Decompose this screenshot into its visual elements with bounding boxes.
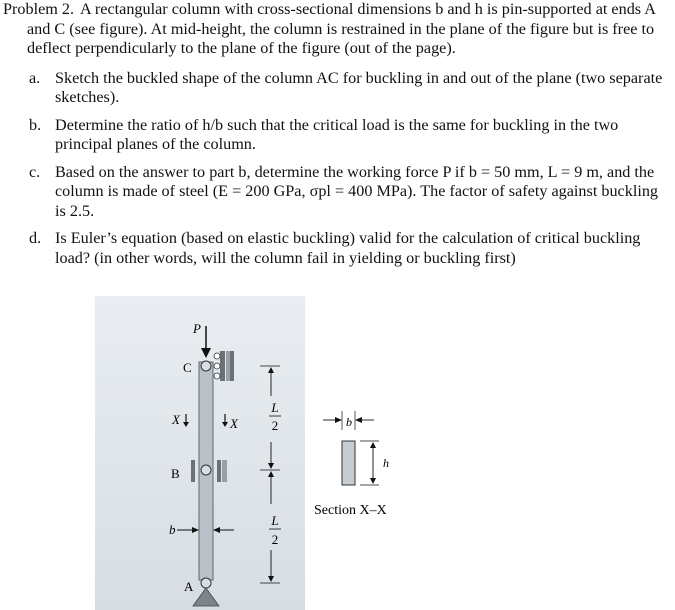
b-arrowhead-left bbox=[192, 527, 199, 533]
b-left-label: b bbox=[169, 522, 176, 537]
section-x-right-arrowhead bbox=[222, 422, 228, 427]
part-c bbox=[3, 163, 671, 222]
load-arrow-head bbox=[201, 348, 211, 358]
dim-arrowhead bbox=[268, 463, 274, 469]
lower-length-denominator: 2 bbox=[271, 532, 279, 547]
cross-section bbox=[342, 441, 355, 485]
figure-drawing bbox=[95, 296, 675, 610]
restraint-right bbox=[217, 460, 221, 482]
section-x-left-arrowhead bbox=[183, 422, 189, 427]
pin-b bbox=[201, 465, 211, 475]
section-x-right: X bbox=[230, 416, 238, 431]
dim-arrowhead bbox=[268, 367, 274, 373]
section-h-label: h bbox=[383, 456, 389, 470]
section-b-arrowhead-right bbox=[355, 417, 362, 423]
point-b-label: B bbox=[171, 466, 180, 481]
point-a-label: A bbox=[184, 579, 194, 594]
column-figure bbox=[95, 296, 675, 610]
pin-a bbox=[201, 578, 211, 588]
part-text: Is Euler’s equation (based on elastic buckling) valid for the calculation of critical buckling load? (in other words, will the column fail in yielding or buckling first) bbox=[55, 229, 641, 267]
part-label: a. bbox=[29, 68, 41, 87]
b-arrowhead-right bbox=[213, 527, 220, 533]
problem-statement bbox=[3, 0, 671, 276]
upper-length-numerator: L bbox=[271, 400, 279, 415]
roller bbox=[214, 353, 220, 359]
roller-plate bbox=[220, 351, 225, 381]
part-text: Sketch the buckled shape of the column AC for buckling in and out of the plane (two separate sketches). bbox=[55, 68, 663, 106]
part-label: b. bbox=[29, 115, 42, 134]
roller-wall bbox=[230, 351, 234, 381]
roller-wall bbox=[226, 351, 230, 381]
restraint-left bbox=[191, 460, 195, 482]
part-b bbox=[3, 116, 671, 155]
section-h-arrowhead bbox=[370, 478, 376, 484]
restraint-wall bbox=[222, 460, 227, 482]
upper-length-denominator: 2 bbox=[271, 418, 279, 433]
part-label: d. bbox=[29, 229, 42, 247]
pin-support bbox=[193, 588, 219, 606]
section-x-left: X bbox=[172, 412, 180, 427]
dim-arrowhead bbox=[268, 576, 274, 582]
problem-intro bbox=[3, 0, 671, 59]
part-label: c. bbox=[29, 162, 41, 181]
point-c-label: C bbox=[183, 360, 192, 375]
load-label: P bbox=[193, 321, 201, 336]
section-caption: Section X–X bbox=[314, 503, 387, 518]
section-b-label: b bbox=[346, 415, 352, 429]
roller bbox=[214, 373, 220, 379]
part-a bbox=[3, 69, 671, 108]
parts-list bbox=[3, 69, 671, 269]
dim-arrowhead bbox=[268, 471, 274, 477]
problem-intro-text: A rectangular column with cross-sectional dimensions b and h is pin-supported at ends A and C (see figure). At mid-height, the column is restrained in the plane of the figure but is free to deflect perpendicularly to the plane of the figure (out of the page). bbox=[27, 0, 656, 57]
section-b-arrowhead-left bbox=[335, 417, 342, 423]
part-d bbox=[3, 229, 671, 268]
part-text: Based on the answer to part b, determine the working force P if b = 50 mm, L = 9 m, and the column is made of steel (E = 200 GPa, σpl = 400 MPa). The factor of safety against buckling is 2.5. bbox=[55, 162, 659, 220]
problem-heading: Problem 2. bbox=[3, 0, 75, 18]
part-text: Determine the ratio of h/b such that the critical load is the same for buckling in the two principal planes of the column. bbox=[55, 115, 619, 153]
pin-c bbox=[201, 361, 211, 371]
lower-length-numerator: L bbox=[271, 513, 279, 528]
roller bbox=[214, 363, 220, 369]
section-h-arrowhead bbox=[370, 442, 376, 448]
